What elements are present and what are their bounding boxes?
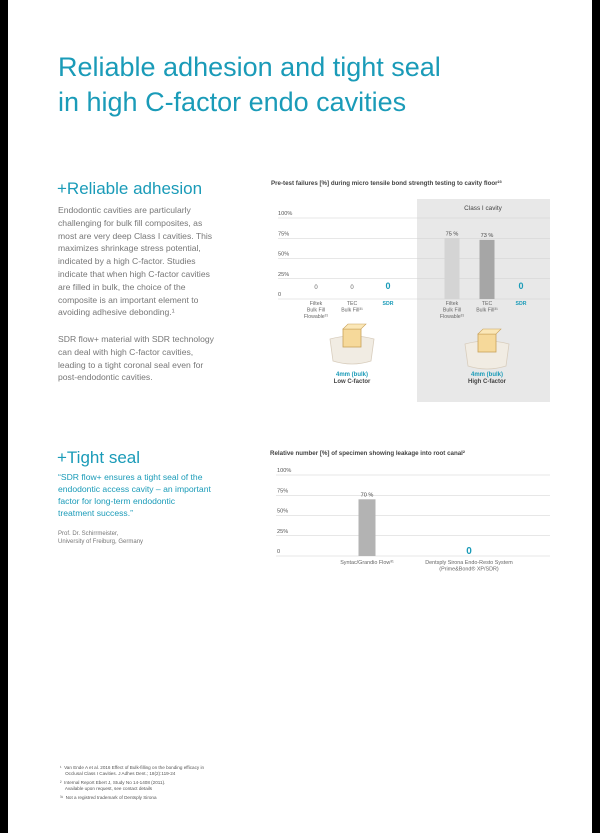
x-category-label: Bulk Fill³¹ [476, 307, 498, 314]
page-title [58, 50, 441, 120]
chart-2 [266, 462, 556, 592]
quote-attribution [58, 530, 143, 546]
adhesion-paragraph-1-line: avoiding adhesive debonding.¹ [58, 307, 175, 318]
x-category-label: TEC [481, 301, 493, 307]
adhesion-paragraph-2-line: SDR flow+ material with SDR technology [58, 334, 214, 344]
x-category-label: SDR [515, 301, 527, 307]
y-tick-label: 25% [278, 271, 290, 278]
x-category-label: Filtek [445, 301, 459, 307]
bar-value-label: 70 % [360, 492, 374, 499]
adhesion-paragraph-1-line: are filled in bulk, the choice of the [58, 281, 186, 292]
composite-cube-icon [478, 334, 496, 352]
bar [359, 499, 376, 556]
quote-attribution-line: Prof. Dr. Schirrmeister, [58, 531, 119, 537]
seal-quote-line: endodontic access cavity – an important [58, 484, 211, 494]
adhesion-paragraph-1-line: indicated by a high C-factor. Studies [58, 256, 196, 267]
bar [480, 240, 495, 299]
adhesion-paragraph-1-line: Endodontic cavities are particularly [58, 205, 191, 215]
x-category-label: Syntac/Grandio Flow³¹ [340, 560, 394, 566]
highlight-label: Class I cavity [464, 205, 502, 212]
group-label: 4mm (bulk) [470, 372, 504, 378]
group-sublabel: Low C-factor [333, 379, 371, 385]
y-tick-label: 25% [277, 528, 289, 535]
adhesion-paragraph-2 [58, 333, 214, 384]
composite-cube-top-icon [343, 324, 366, 329]
y-tick-label: 100% [277, 468, 292, 474]
bar-value-label: 0 [314, 285, 318, 291]
x-category-label: Bulk Fill [306, 307, 326, 314]
group-sublabel: High C-factor [468, 379, 506, 385]
adhesion-paragraph-1-line: indicate that when high C-factor cavities [58, 268, 210, 279]
bar-value-label: 0 [385, 281, 391, 291]
x-category-label: Flowable³¹ [439, 314, 465, 321]
bar-value-label: 73 % [480, 232, 494, 239]
adhesion-heading: +Reliable adhesion [57, 179, 203, 198]
y-tick-label: 0 [278, 292, 282, 298]
x-category-label: Bulk Fill [442, 307, 462, 314]
page-title-line-2: in high C-factor endo cavities [58, 87, 407, 117]
footnote: ² Internal Report Ebert J, Study No 14-1408 (2011). Available upon request, see contact details [60, 780, 166, 791]
bar-value-label: 75 % [445, 231, 459, 238]
bar-value-label: 0 [350, 285, 354, 291]
page-title-line-1: Reliable adhesion and tight seal [58, 52, 441, 82]
adhesion-paragraph-1-line: challenging for bulk fill composites, as [58, 217, 203, 228]
x-category-label: Dentsply Sirona Endo-Resto System [425, 560, 513, 566]
group-label: 4mm (bulk) [335, 372, 369, 378]
composite-cube-icon [343, 329, 361, 347]
seal-heading: +Tight seal [57, 448, 140, 467]
chart-1-title: Pre-test failures [%] during micro tensile bond strength testing to cavity floor²³ [271, 180, 502, 187]
y-tick-label: 50% [277, 508, 289, 515]
adhesion-paragraph-1-line: maximizes shrinkage stress potential, [58, 243, 201, 254]
bar-value-label: 0 [466, 546, 472, 557]
quote-attribution-line: University of Freiburg, Germany [58, 539, 144, 545]
adhesion-paragraph-1-line: composite is an important element to [58, 294, 199, 305]
brochure-page [8, 0, 592, 833]
x-category-label: Flowable³¹ [303, 314, 329, 321]
adhesion-paragraph-2-line: leading to a tight coronal seal even for [58, 359, 204, 370]
x-category-label: Filtek [309, 301, 323, 307]
adhesion-paragraph-1-line: most are very deep Class I cavities. This [58, 230, 213, 241]
adhesion-paragraph-1 [58, 204, 212, 319]
adhesion-paragraph-2-line: can deal with high C-factor cavities, [58, 346, 194, 357]
seal-quote-line: “SDR flow+ ensures a tight seal of the [58, 472, 203, 482]
y-tick-label: 50% [278, 251, 290, 258]
y-tick-label: 75% [278, 231, 290, 238]
adhesion-paragraph-2-line: post-endodontic cavities. [58, 372, 153, 383]
footnotes [60, 765, 204, 804]
seal-quote [58, 471, 211, 519]
seal-quote-line: treatment success.” [58, 508, 133, 518]
y-tick-label: 0 [277, 549, 281, 555]
chart-1 [266, 193, 556, 408]
y-tick-label: 75% [277, 488, 289, 495]
y-tick-label: 100% [278, 211, 293, 217]
seal-quote-line: factor for long-term endodontic [58, 496, 176, 506]
x-category-label: SDR [382, 301, 394, 307]
x-category-label: (Prime&Bond® XP/SDR) [439, 566, 499, 573]
chart-2-title: Relative number [%] of specimen showing leakage into root canal² [270, 450, 465, 457]
bar [445, 238, 460, 299]
footnote: ³¹ Not a registred trademark of Dentsply Sirona [60, 795, 157, 800]
footnote: ¹ Van Ende A et al. 2016 Effect of Bulk-filling on the bonding efficacy in Occlusal Class I Cavities. J Adhes Dent.; 18(2):119-24 [60, 765, 205, 776]
x-category-label: Bulk Fill³¹ [341, 307, 363, 314]
bar-value-label: 0 [518, 281, 524, 291]
x-category-label: TEC [346, 301, 358, 307]
